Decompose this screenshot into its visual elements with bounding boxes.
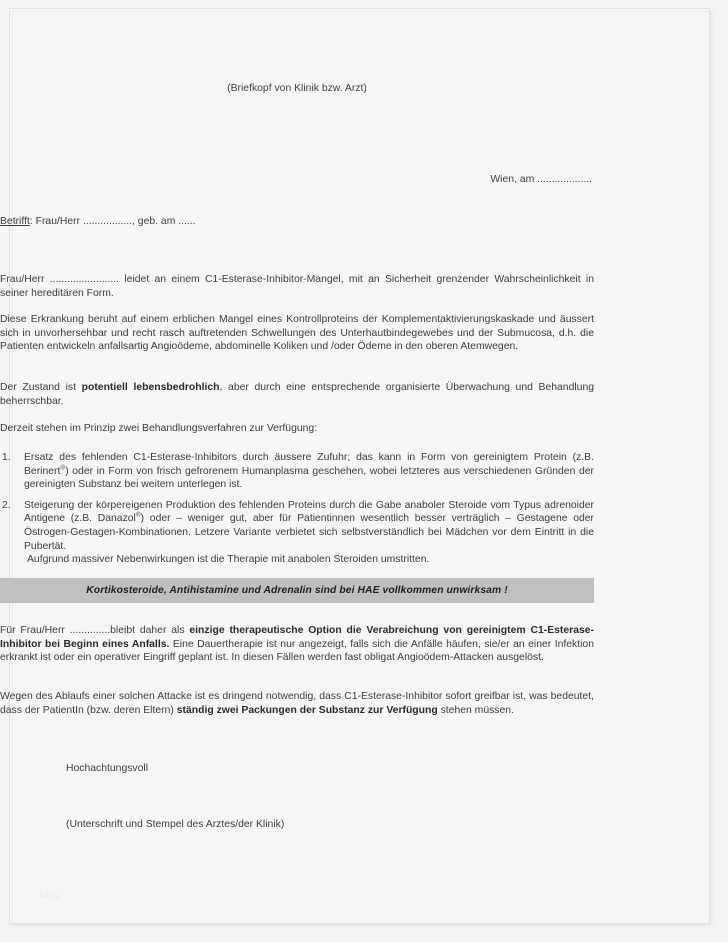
paragraph-therapy-option bbox=[0, 624, 594, 665]
condition-text-rest: , aber durch eine entsprechende organisierte Überwachung und Behandlung beherrschbar. bbox=[0, 382, 594, 407]
signature-placeholder: (Unterschrift und Stempel des Arztes/der Klinik) bbox=[66, 819, 285, 830]
registered-trademark-icon: ® bbox=[135, 511, 141, 519]
list-item-text-a: Ersatz des fehlenden C1-Esterase-Inhibitors durch äussere Zufuhr; das kann in Form von gereinigtem Protein (z.B. Berinert bbox=[24, 452, 594, 477]
list-item-note: Aufgrund massiver Nebenwirkungen ist die Therapie mit anabolen Steroiden umstritten. bbox=[27, 554, 430, 566]
letterhead-placeholder: (Briefkopf von Klinik bzw. Arzt) bbox=[227, 83, 367, 94]
paragraph-condition-severity bbox=[0, 381, 594, 408]
warning-banner bbox=[0, 578, 594, 603]
subject-line bbox=[0, 216, 594, 227]
paragraph-treatment-intro: Derzeit stehen im Prinzip zwei Behandlungsverfahren zur Verfügung: bbox=[0, 423, 318, 434]
supply-text-rest: stehen müssen. bbox=[437, 704, 514, 716]
supply-text-lead: Wegen des Ablaufs einer solchen Attacke ist es dringend notwendig, dass C1-Esterase-Inhibitor sofort greifbar ist, was bedeutet, dass der PatientIn (bzw. deren Eltern) bbox=[0, 691, 594, 716]
subject-label: Betrifft bbox=[0, 216, 30, 227]
paragraph-supply-requirement bbox=[0, 690, 594, 717]
list-item-text-a: Steigerung der körpereigenen Produktion des fehlenden Proteins durch die Gabe anaboler Steroide vom Typus adrenoider Antigene (z.B. Danazol bbox=[24, 499, 594, 525]
therapy-emphasis: einzige therapeutische Option die Verabreichung von gereinigtem C1-Esterase-Inhibitor bei Beginn eines Anfalls. bbox=[0, 625, 595, 650]
list-item bbox=[0, 451, 594, 492]
treatment-list bbox=[0, 451, 594, 574]
closing-salutation: Hochachtungsvoll bbox=[66, 763, 149, 774]
list-item bbox=[0, 499, 594, 567]
list-item-number: 2. bbox=[2, 499, 11, 511]
date-line: Wien, am ................... bbox=[490, 174, 592, 185]
watermark: blog bbox=[40, 889, 60, 901]
supply-emphasis: ständig zwei Packungen der Substanz zur Verfügung bbox=[176, 704, 438, 716]
list-item-number: 1. bbox=[2, 452, 11, 463]
therapy-text-lead: Für Frau/Herr ..............bleibt daher als bbox=[0, 625, 190, 636]
list-item-text-b: ) oder in Form von frisch gefrorenem Humanplasma geschehen, wobei letzteres aus verschiedenen Gründen der gereinigten Substanz bei weitem unterlegen ist. bbox=[24, 465, 594, 491]
subject-value: : Frau/Herr ................., geb. am ...... bbox=[29, 216, 196, 227]
registered-trademark-icon: ® bbox=[60, 464, 66, 472]
warning-banner-text: Kortikosteroide, Antihistamine und Adrenalin sind bei HAE vollkommen unwirksam ! bbox=[86, 585, 508, 596]
condition-text-lead: Der Zustand ist bbox=[0, 382, 82, 393]
therapy-text-rest: Eine Dauertherapie ist nur angezeigt, falls sich die Anfälle häufen, sie/er an einer Infektion erkrankt ist oder ein operativer Eingriff geplant ist. In diesen Fällen werden fast obligat Angioödem-Attacken ausgelöst. bbox=[0, 638, 594, 664]
list-item-text-b: ) oder – weniger gut, aber für Patientinnen wesentlich besser verträglich – Gestagene oder Östrogen-Gestagen-Kombinationen. Letzere Variante verbietet sich selbstverständlich bei Mädchen vor dem Eintritt in die Pubertät. bbox=[24, 513, 594, 552]
paragraph-disease-description: Diese Erkrankung beruht auf einem erblichen Mangel eines Kontrollproteins der Komplementaktivierungskaskade und äussert sich in unvorhersehbar und recht rasch auftretenden Schwellungen des Unterhautbindegewebes und der Submucosa, d.h. die Patienten entwickeln anfallsartig Angioödeme, abdominelle Koliken und /oder Ödeme in den oberen Atemwegen. bbox=[0, 314, 594, 353]
paragraph-diagnosis: Frau/Herr ........................ leidet an einem C1-Esterase-Inhibitor-Mangel, mit an Sicherheit grenzender Wahrscheinlichkeit in seiner hereditären Form. bbox=[0, 274, 594, 299]
condition-emphasis: potentiell lebensbedrohlich bbox=[81, 382, 220, 393]
